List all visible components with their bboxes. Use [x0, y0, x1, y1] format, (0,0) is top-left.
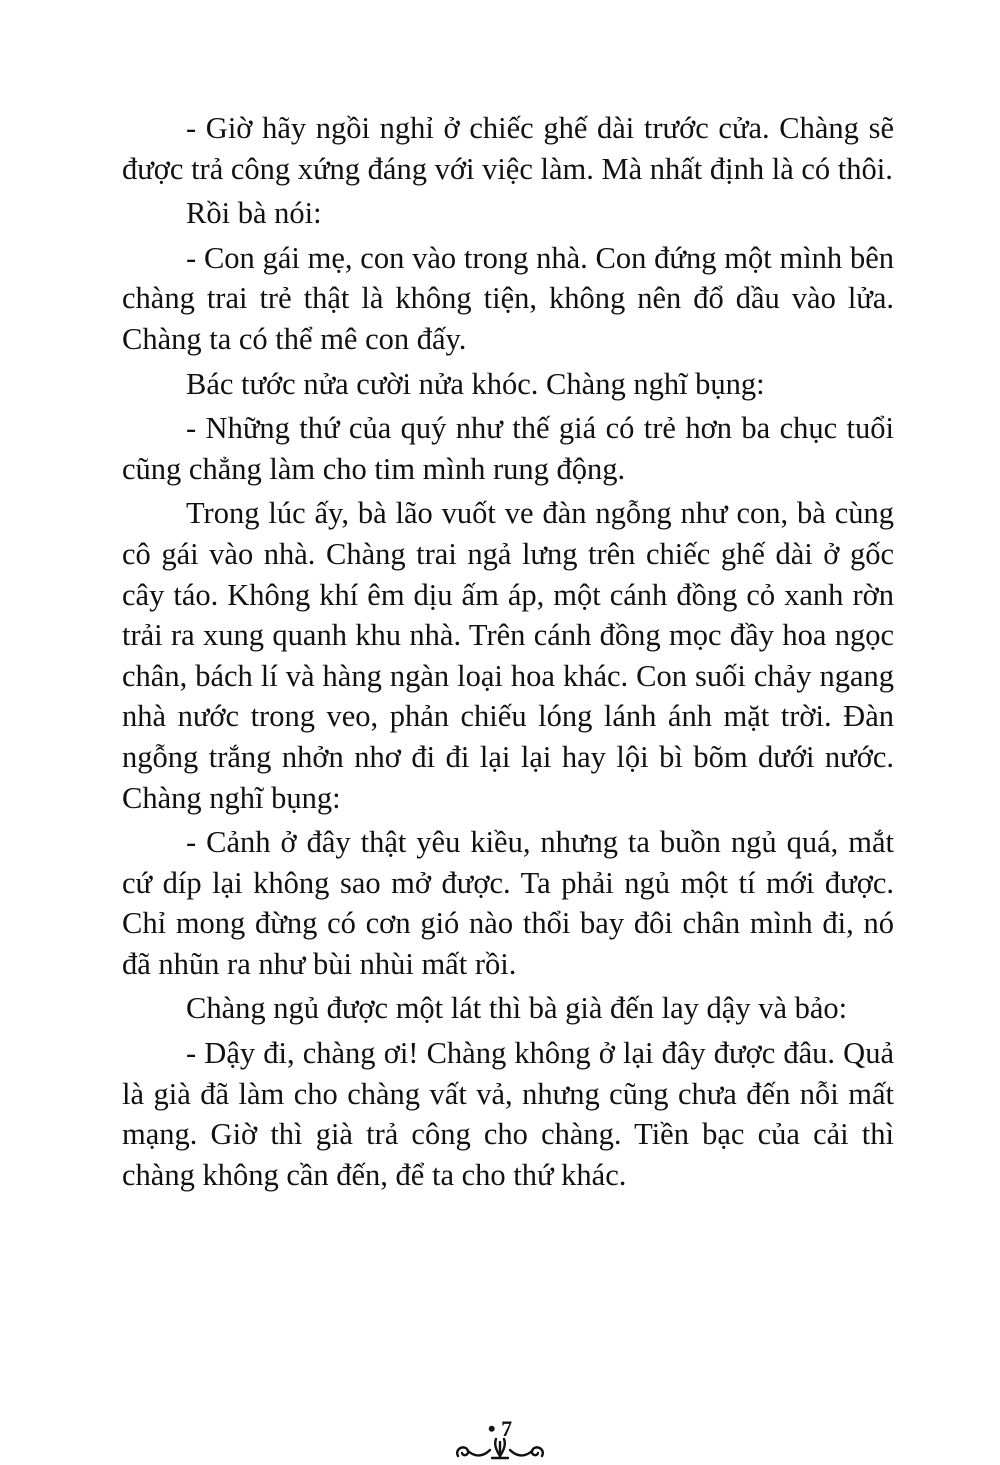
paragraph: - Giờ hãy ngồi nghỉ ở chiếc ghế dài trước cửa. Chàng sẽ được trả công xứng đáng với việc làm. Mà nhất định là có thôi.: [122, 111, 894, 186]
paragraph: Bác tước nửa cười nửa khóc. Chàng nghĩ bụng:: [186, 366, 765, 401]
scroll-flourish-icon: [452, 1436, 548, 1464]
paragraph: - Dậy đi, chàng ơi! Chàng không ở lại đây được đâu. Quả là già đã làm cho chàng vất vả, nhưng cũng chưa đến nỗi mất mạng. Giờ thì già trả công cho chàng. Tiền bạc của cải thì chàng không cần đến, để ta cho thứ khác.: [122, 1036, 894, 1192]
paragraph: - Con gái mẹ, con vào trong nhà. Con đứng một mình bên chàng trai trẻ thật là không tiện, không nên đổ dầu vào lửa. Chàng ta có thể mê con đấy.: [122, 240, 894, 356]
paragraph: Rồi bà nói:: [186, 196, 322, 231]
paragraph: Trong lúc ấy, bà lão vuốt ve đàn ngỗng như con, bà cùng cô gái vào nhà. Chàng trai ngả lưng trên chiếc ghế dài ở gốc cây táo. Không khí êm dịu ấm áp, một cánh đồng cỏ xanh rờn trải ra xung quanh khu nhà. Trên cánh đồng mọc đầy hoa ngọc chân, bách lí và hàng ngàn loại hoa khác. Con suối chảy ngang nhà nước trong veo, phản chiếu lóng lánh ánh mặt trời. Đàn ngỗng trắng nhởn nhơ đi đi lại lại hay lội bì bõm dưới nước. Chàng nghĩ bụng:: [122, 496, 894, 815]
paragraph: - Những thứ của quý như thế giá có trẻ hơn ba chục tuổi cũng chẳng làm cho tim mình rung động.: [122, 411, 894, 486]
paragraph: Chàng ngủ được một lát thì bà già đến lay dậy và bảo:: [186, 991, 848, 1026]
page-number: • 7: [487, 1416, 513, 1441]
page-body: [122, 108, 894, 1199]
paragraph: - Cảnh ở đây thật yêu kiều, nhưng ta buồn ngủ quá, mắt cứ díp lại không sao mở được. Ta phải ngủ một tí mới được. Chỉ mong đừng có cơn gió nào thổi bay đôi chân mình đi, nó đã nhũn ra như bùi nhùi mất rồi.: [122, 825, 894, 981]
